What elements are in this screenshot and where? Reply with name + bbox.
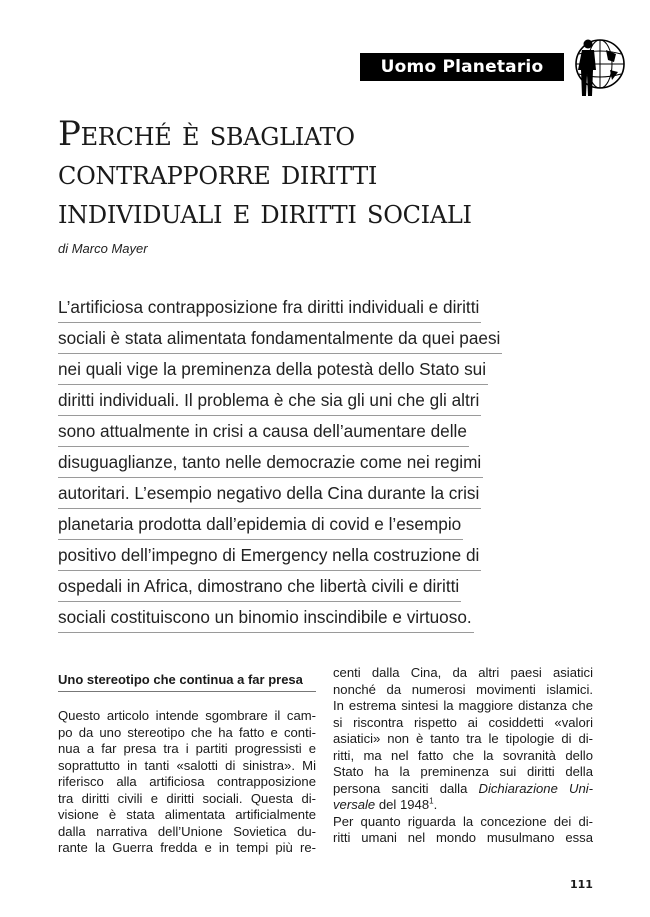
body-text: persona sanciti dalla xyxy=(333,780,479,796)
body-line: asiatici» non è tanto tra le tipologie di di- xyxy=(333,731,593,746)
author-byline: di Marco Mayer xyxy=(58,241,148,256)
section-subheading: Uno stereotipo che continua a far presa xyxy=(58,672,316,692)
body-line: Questo articolo intende sgombrare il cam- xyxy=(58,708,316,723)
left-column xyxy=(58,708,316,857)
body-line: Per quanto riguarda la concezione dei di- xyxy=(333,813,593,829)
body-line: tra diritti civili e diritti sociali. Questa di- xyxy=(58,790,316,806)
page-number: 111 xyxy=(570,878,593,891)
body-text: del 1948 xyxy=(375,797,430,812)
abstract-line: sociali costituiscono un binomio inscindibile e virtuoso. xyxy=(58,602,474,633)
body-line: visione è stata alimentata artificialmente xyxy=(58,807,316,822)
abstract-line: sono attualmente in crisi a causa dell’aumentare delle xyxy=(58,416,469,447)
abstract-line: planetaria prodotta dall’epidemia di covid e l’esempio xyxy=(58,509,463,540)
body-line: soprattutto in tanti «salotti di sinistra». Mi xyxy=(58,757,316,773)
section-label: Uomo Planetario xyxy=(360,53,564,81)
body-line: rante la Guerra fredda e in tempi più re- xyxy=(58,840,316,855)
abstract-line: disuguaglianze, tanto nelle democrazie come nei regimi xyxy=(58,447,483,478)
abstract-line: autoritari. L’esempio negativo della Cina durante la crisi xyxy=(58,478,481,509)
article-title xyxy=(58,115,618,232)
abstract-line: nei quali vige la preminenza della potestà dello Stato sui xyxy=(58,354,488,385)
body-line: centi dalla Cina, da altri paesi asiatici xyxy=(333,665,593,680)
abstract-line: sociali è stata alimentata fondamentalmente da quei paesi xyxy=(58,323,502,354)
document-title-italic: Dichiarazione Uni- xyxy=(478,780,593,796)
body-line: dalla narrativa dell’Unione Sovietica du- xyxy=(58,823,316,839)
globe-man-icon xyxy=(566,34,626,100)
body-line: si riscontra rispetto ai cosiddetti «valori xyxy=(333,714,593,730)
abstract-line: diritti individuali. Il problema è che sia gli uni che gli altri xyxy=(58,385,481,416)
title-line: contrapporre diritti xyxy=(58,153,378,193)
document-title-italic: versale xyxy=(333,797,376,812)
title-line: individuali e diritti sociali xyxy=(58,192,472,232)
body-line: ritti, ma nel fatto che la sovranità dello xyxy=(333,747,593,763)
abstract xyxy=(58,292,538,633)
body-line: In estrema sintesi la maggiore distanza che xyxy=(333,698,593,713)
body-line: nua a far presa tra i partiti progressisti e xyxy=(58,741,316,756)
body-line xyxy=(333,781,593,798)
body-line: riferisco alla artificiosa contrapposizione xyxy=(58,774,316,789)
body-line: nonché da numerosi movimenti islamici. xyxy=(333,681,593,697)
abstract-line: L’artificiosa contrapposizione fra diritti individuali e diritti xyxy=(58,292,481,323)
abstract-line: positivo dell’impegno di Emergency nella costruzione di xyxy=(58,540,481,571)
abstract-line: ospedali in Africa, dimostrano che libertà civili e diritti xyxy=(58,571,461,602)
body-text: . xyxy=(433,797,438,812)
body-line: po da uno stereotipo che ha fatto e conti- xyxy=(58,724,316,740)
title-line: Perché è sbagliato xyxy=(58,114,355,154)
body-line: ritti umani nel mondo musulmano essa xyxy=(333,830,593,845)
right-column xyxy=(333,665,593,847)
body-line xyxy=(333,797,593,814)
body-line: Stato ha la preminenza sui diritti della xyxy=(333,764,593,779)
footnote-ref[interactable]: 1 xyxy=(429,796,434,806)
